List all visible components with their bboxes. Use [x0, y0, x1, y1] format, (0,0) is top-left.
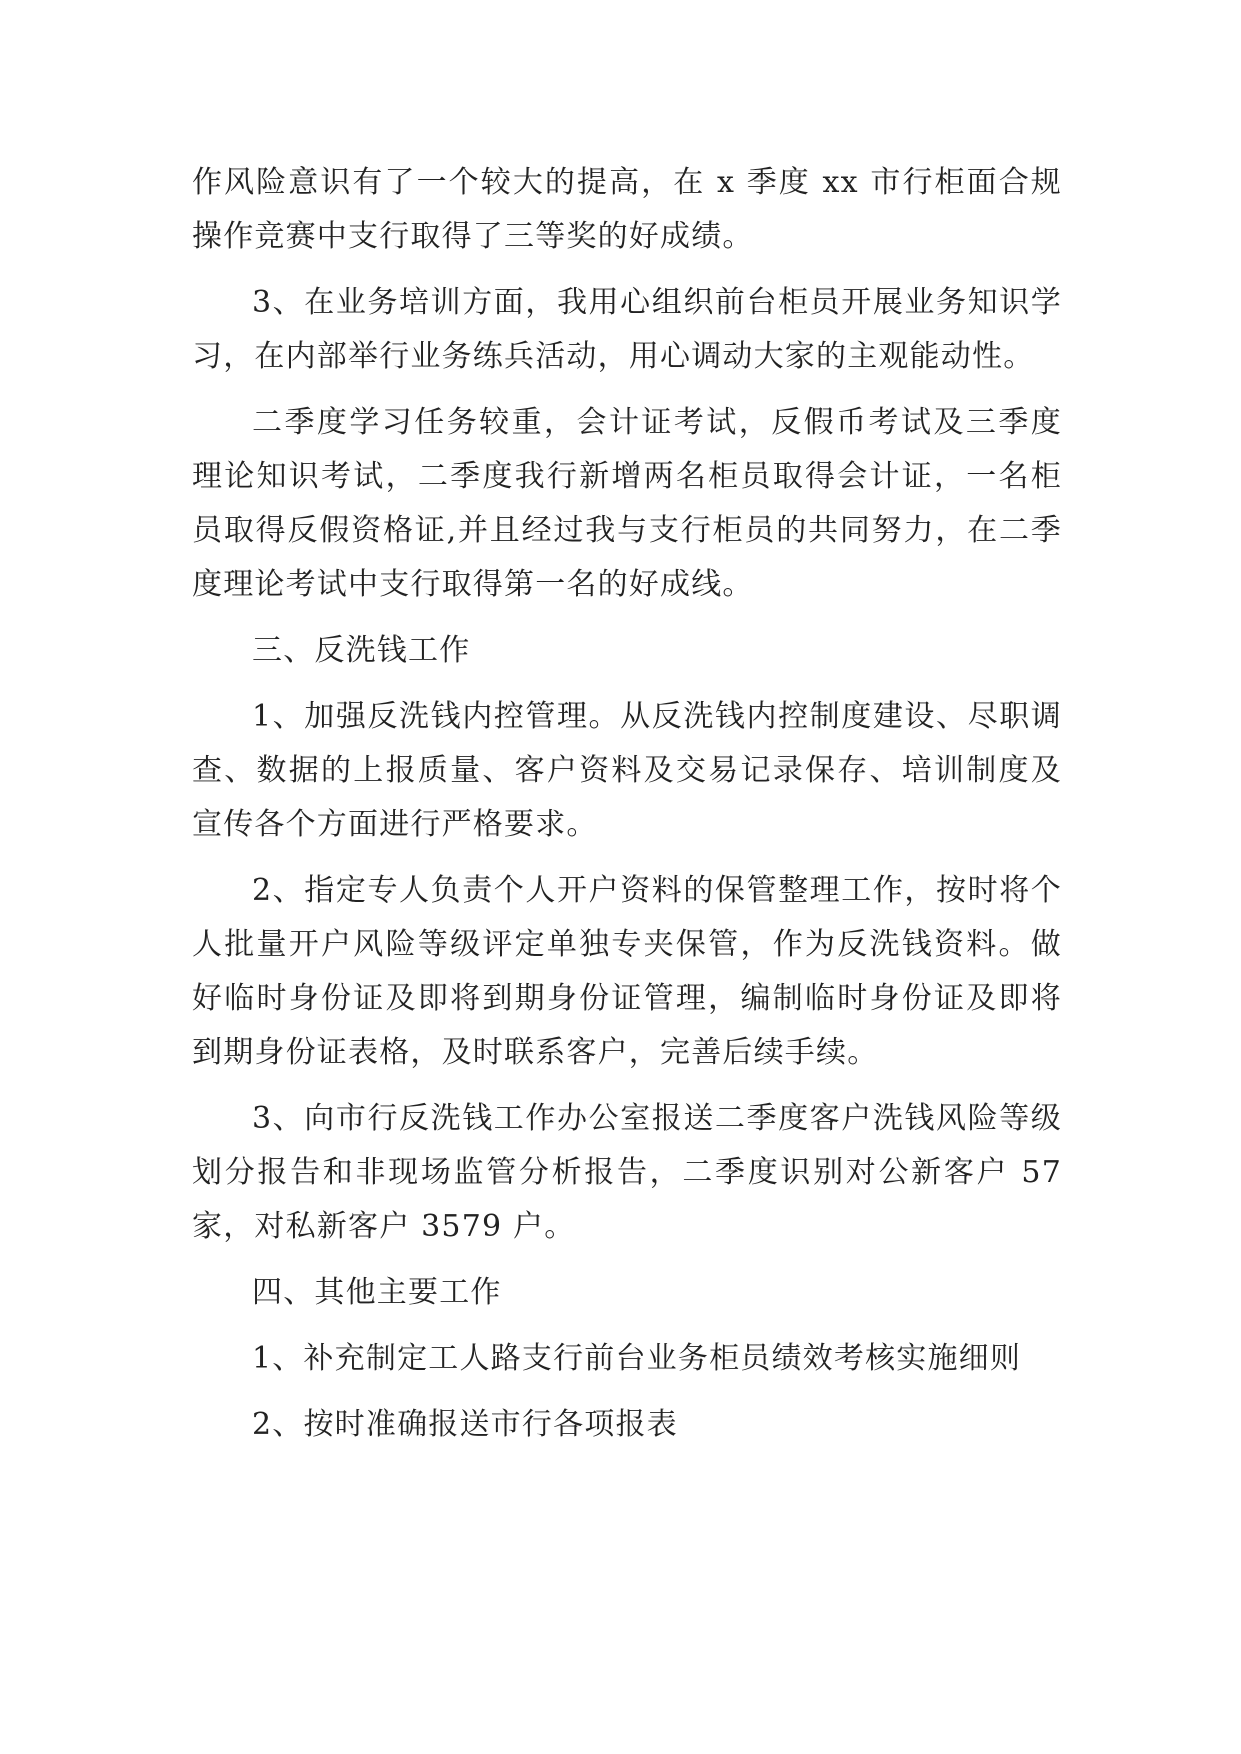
document-body: [192, 156, 1062, 1452]
paragraph-continuation: 作风险意识有了一个较大的提高，在 x 季度 xx 市行柜面合规操作竞赛中支行取得了三等奖的好成绩。: [192, 165, 1062, 254]
paragraph-other-2: 2、按时准确报送市行各项报表: [252, 1407, 678, 1442]
section-heading-other: 四、其他主要工作: [252, 1275, 502, 1310]
paragraph-aml-3: 3、向市行反洗钱工作办公室报送二季度客户洗钱风险等级划分报告和非现场监管分析报告，二季度识别对公新客户 57 家，对私新客户 3579 户。: [192, 1101, 1062, 1244]
section-heading-aml: 三、反洗钱工作: [252, 633, 471, 668]
paragraph-exams: 二季度学习任务较重，会计证考试，反假币考试及三季度理论知识考试，二季度我行新增两名柜员取得会计证，一名柜员取得反假资格证,并且经过我与支行柜员的共同努力，在二季度理论考试中支行取得第一名的好成线。: [192, 405, 1062, 602]
paragraph-aml-1: 1、加强反洗钱内控管理。从反洗钱内控制度建设、尽职调查、数据的上报质量、客户资料及交易记录保存、培训制度及宣传各个方面进行严格要求。: [192, 699, 1062, 842]
paragraph-aml-2: 2、指定专人负责个人开户资料的保管整理工作，按时将个人批量开户风险等级评定单独专夹保管，作为反洗钱资料。做好临时身份证及即将到期身份证管理，编制临时身份证及即将到期身份证表格，及时联系客户，完善后续手续。: [192, 873, 1062, 1070]
paragraph-training: 3、在业务培训方面，我用心组织前台柜员开展业务知识学习，在内部举行业务练兵活动，用心调动大家的主观能动性。: [192, 285, 1062, 374]
paragraph-other-1: 1、补充制定工人路支行前台业务柜员绩效考核实施细则: [252, 1341, 1022, 1376]
